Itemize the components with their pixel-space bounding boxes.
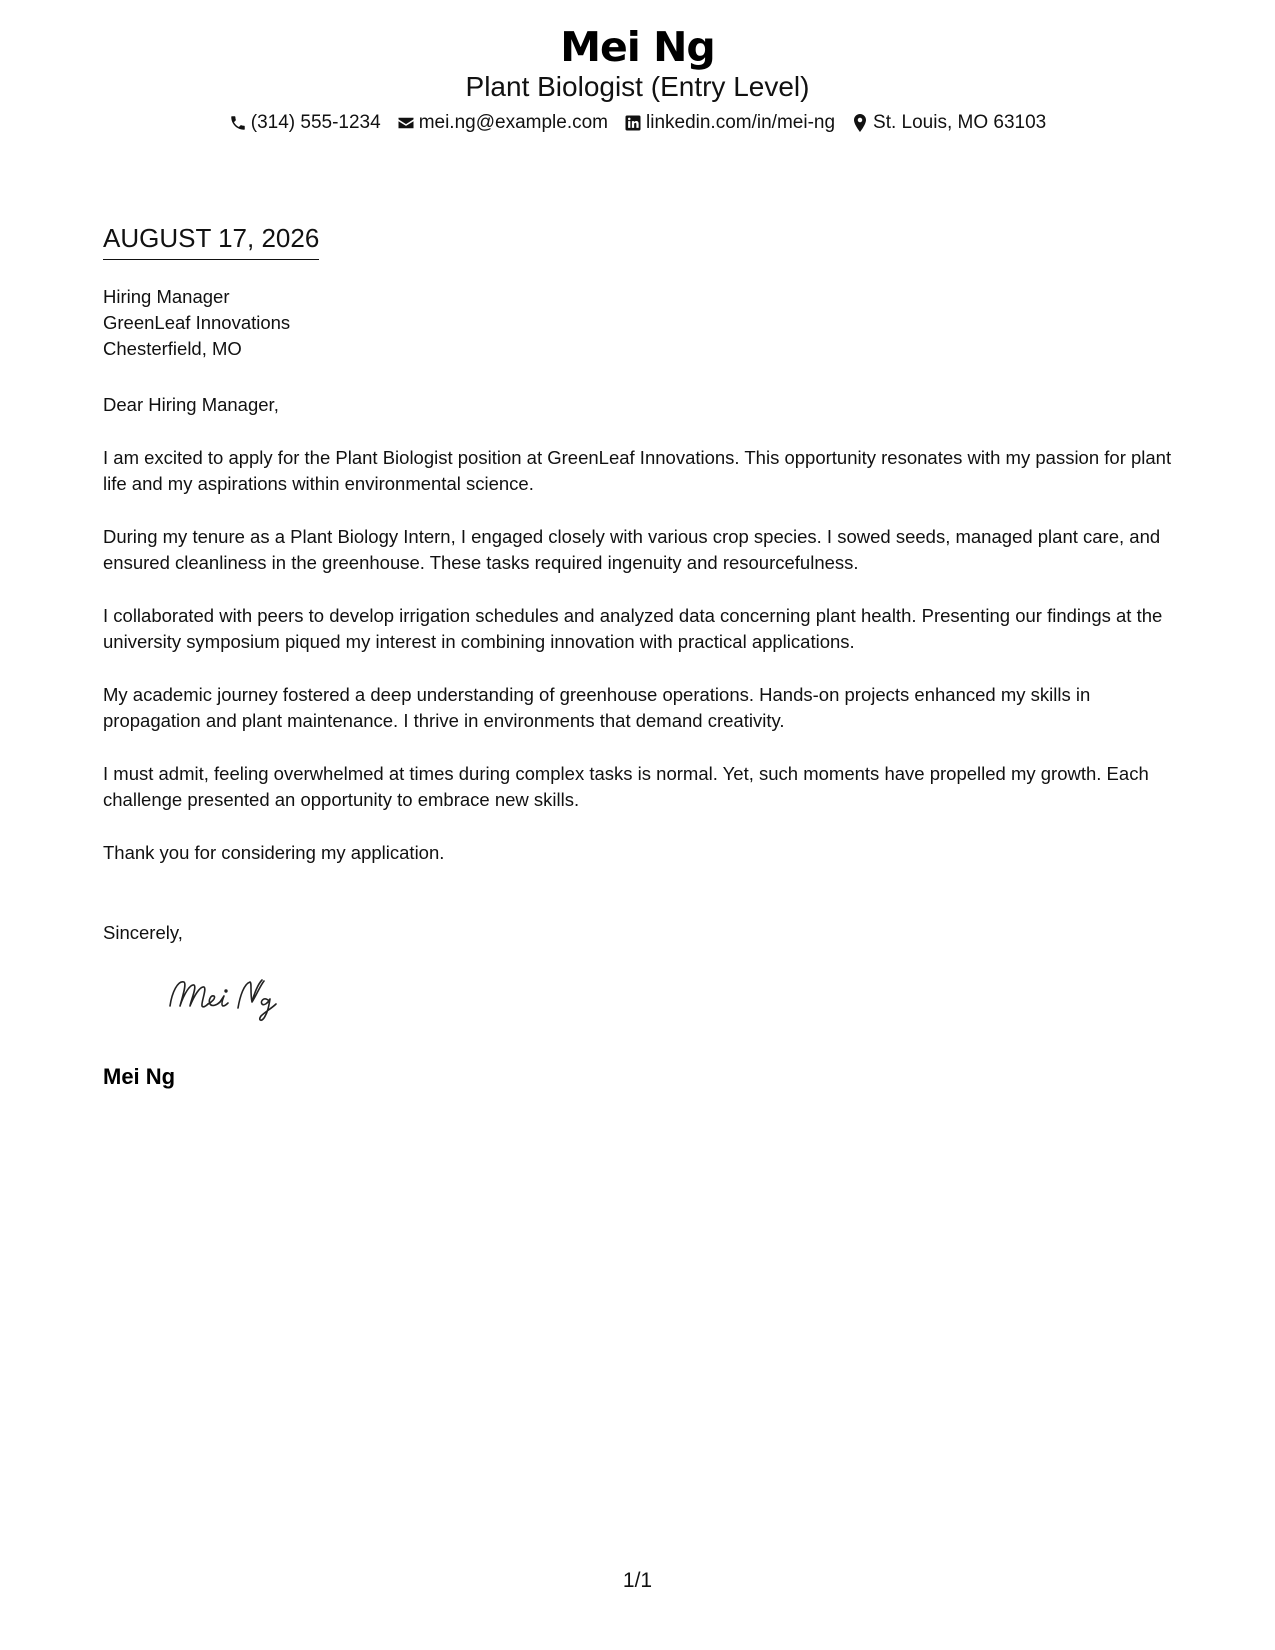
applicant-job-title: Plant Biologist (Entry Level): [465, 71, 810, 102]
contact-phone: [229, 111, 381, 135]
recipient-location: Chesterfield, MO: [103, 338, 242, 359]
recipient-block: [103, 284, 290, 362]
closing: Sincerely,: [103, 922, 183, 943]
salutation: Dear Hiring Manager,: [103, 394, 279, 415]
linkedin-link[interactable]: linkedin.com/in/mei-ng: [646, 112, 836, 133]
body-paragraph: I must admit, feeling overwhelmed at times during complex tasks is normal. Yet, such moments have propelled my growth. Each challenge presented an opportunity to embrace new skills.: [103, 762, 1149, 810]
map-marker-icon: [851, 114, 869, 132]
recipient-title: Hiring Manager: [103, 286, 230, 307]
letter-date: AUGUST 17, 2026: [103, 222, 319, 260]
letter-body: [103, 392, 1183, 892]
page-number: 1/1: [622, 1569, 653, 1592]
envelope-icon: [397, 114, 415, 132]
recipient-company: GreenLeaf Innovations: [103, 312, 291, 333]
signer-name: Mei Ng: [103, 1064, 176, 1089]
phone-icon: [229, 114, 247, 132]
body-paragraph: I collaborated with peers to develop irrigation schedules and analyzed data concerning plant health. Presenting our findings at the university symposium piqued my interest in combining innovation with practical applications.: [103, 604, 1163, 652]
applicant-name: Mei Ng: [560, 23, 715, 71]
contact-location: [851, 111, 1046, 135]
linkedin-icon: [624, 114, 642, 132]
letter-header: [0, 22, 1275, 135]
body-paragraph: During my tenure as a Plant Biology Intern, I engaged closely with various crop species. I sowed seeds, managed plant care, and ensured cleanliness in the greenhouse. These tasks required ingenuity and resourcefulness.: [103, 525, 1161, 573]
email-link[interactable]: mei.ng@example.com: [418, 112, 608, 133]
contact-linkedin[interactable]: [624, 111, 835, 135]
body-paragraph: I am excited to apply for the Plant Biologist position at GreenLeaf Innovations. This opportunity resonates with my passion for plant life and my aspirations within environmental science.: [103, 446, 1172, 494]
thank-you-paragraph: Thank you for considering my application.: [103, 841, 445, 863]
contact-location-text: St. Louis, MO 63103: [873, 112, 1047, 133]
contact-info: [0, 111, 1275, 135]
body-paragraph: My academic journey fostered a deep understanding of greenhouse operations. Hands-on projects enhanced my skills in propagation and plant maintenance. I thrive in environments that demand creativity.: [103, 683, 1091, 731]
signature-image: [164, 972, 304, 1024]
contact-email[interactable]: [397, 111, 608, 135]
contact-phone-text: (314) 555-1234: [250, 112, 381, 133]
